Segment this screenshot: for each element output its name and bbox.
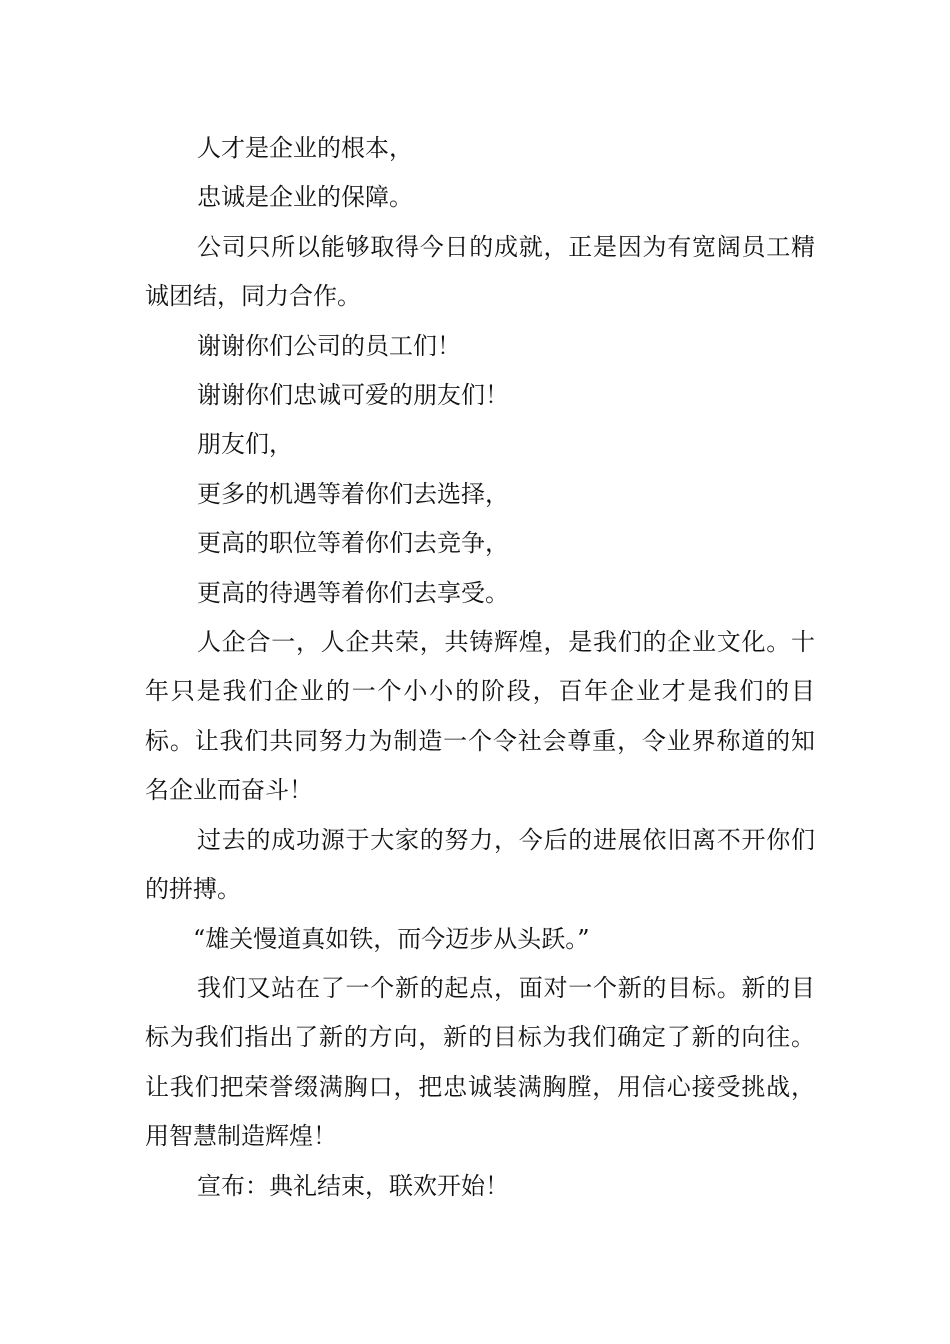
paragraph-positions: 更高的职位等着你们去竞争， <box>197 529 509 558</box>
document-body <box>145 124 815 1211</box>
paragraph-achievement: 公司只所以能够取得今日的成就，正是因为有宽阔员工精诚团结，同力合作。 <box>145 232 815 311</box>
paragraph-talent: 人才是企业的根本， <box>197 134 413 162</box>
paragraph-friends: 朋友们， <box>197 430 293 459</box>
paragraph-culture: 人企合一，人企共荣，共铸辉煌，是我们的企业文化。十年只是我们企业的一个小小的阶段，百年企业才是我们的目标。让我们共同努力为制造一个令社会尊重，令业界称道的知名企业而奋斗！ <box>145 628 815 805</box>
paragraph-success: 过去的成功源于大家的努力，今后的进展依旧离不开你们的拼搏。 <box>145 825 815 904</box>
paragraph-quote: “雄关慢道真如铁，而今迈步从头跃。” <box>193 924 590 953</box>
paragraph-closing: 宣布：典礼结束，联欢开始！ <box>197 1171 509 1200</box>
paragraph-thanks-staff: 谢谢你们公司的员工们！ <box>197 331 461 360</box>
paragraph-new-start: 我们又站在了一个新的起点，面对一个新的目标。新的目标为我们指出了新的方向，新的目标为我们确定了新的向往。让我们把荣誉缀满胸口，把忠诚装满胸膛，用信心接受挑战，用智慧制造辉煌！ <box>145 973 815 1151</box>
paragraph-thanks-friends: 谢谢你们忠诚可爱的朋友们！ <box>197 381 509 410</box>
paragraph-opportunities: 更多的机遇等着你们去选择， <box>197 479 509 508</box>
paragraph-loyalty: 忠诚是企业的保障。 <box>197 183 413 212</box>
paragraph-benefits: 更高的待遇等着你们去享受。 <box>197 578 509 607</box>
